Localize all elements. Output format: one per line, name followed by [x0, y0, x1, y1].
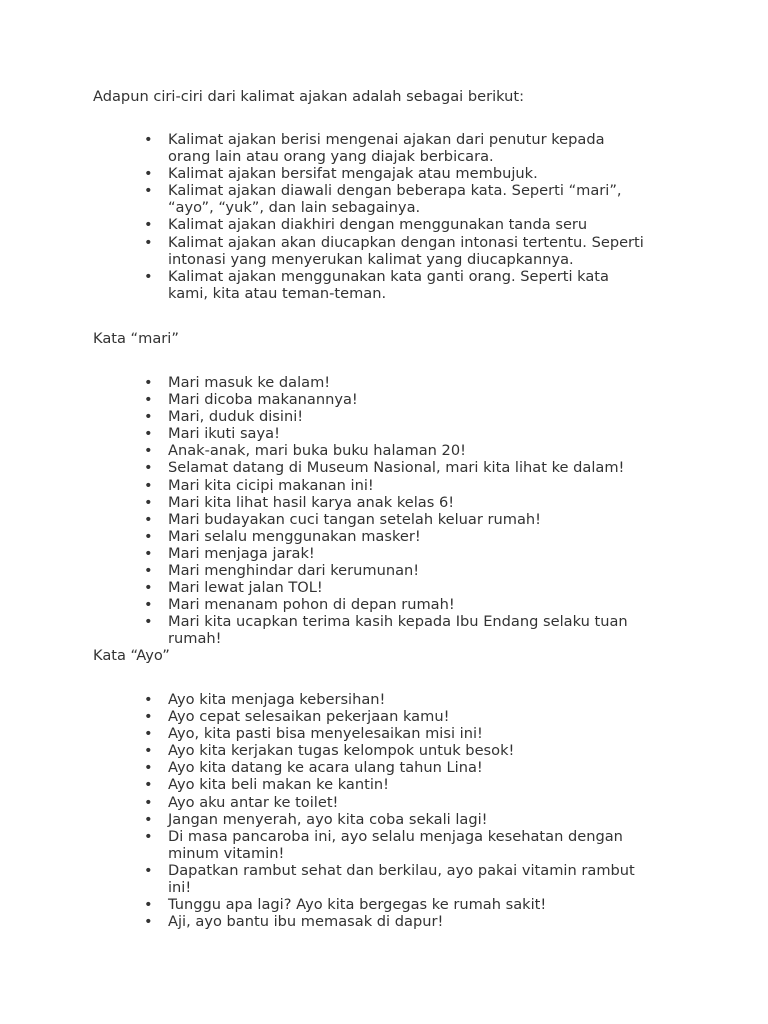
list-item-line: • Ayo kita menjaga kebersihan! [168, 691, 386, 708]
list-item-line: • Mari, duduk disini! [168, 408, 304, 426]
list-item-line: minum vitamin! [168, 844, 285, 862]
mari-example-item [168, 562, 628, 579]
ayo-example-item [168, 896, 635, 913]
ayo-example-item [168, 725, 635, 742]
ayo-example-item [168, 828, 635, 862]
feature-item [168, 182, 644, 216]
mari-example-item [168, 459, 628, 476]
list-item-line: • Mari kita lihat hasil karya anak kelas 6! [168, 493, 455, 511]
list-item-line: • Ayo aku antar ke toilet! [168, 793, 339, 811]
mari-example-item [168, 442, 628, 459]
list-item-line: • Mari menjaga jarak! [168, 544, 315, 562]
list-item-line: • Aji, ayo bantu ibu memasak di dapur! [168, 913, 444, 931]
list-item-line: • Mari menghindar dari kerumunan! [168, 562, 420, 580]
heading-ayo: Kata “Ayo” [93, 647, 170, 664]
list-item-line: • Kalimat ajakan diawali dengan beberapa kata. Seperti “mari”, [168, 182, 622, 200]
list-item-line: • Mari masuk ke dalam! [168, 374, 331, 391]
list-item-line: • Mari budayakan cuci tangan setelah keluar rumah! [168, 510, 542, 528]
ayo-example-item [168, 708, 635, 725]
list-item-line: • Jangan menyerah, ayo kita coba sekali lagi! [168, 810, 488, 828]
intro-paragraph: Adapun ciri-ciri dari kalimat ajakan adalah sebagai berikut: [93, 88, 525, 105]
mari-example-item [168, 425, 628, 442]
list-item-line: • Mari lewat jalan TOL! [168, 579, 323, 597]
mari-example-item [168, 579, 628, 596]
ayo-example-item [168, 794, 635, 811]
feature-item [168, 216, 644, 233]
list-item-line: • Mari menanam pohon di depan rumah! [168, 596, 455, 614]
mari-examples-list [168, 374, 628, 648]
mari-example-item [168, 511, 628, 528]
list-item-line: • Mari kita ucapkan terima kasih kepada Ibu Endang selaku tuan [168, 613, 628, 631]
feature-item [168, 131, 644, 165]
ayo-examples-list [168, 691, 635, 930]
feature-item [168, 268, 644, 302]
list-item-line: • Di masa pancaroba ini, ayo selalu menjaga kesehatan dengan [168, 827, 623, 845]
feature-item [168, 234, 644, 268]
ayo-example-item [168, 811, 635, 828]
ayo-example-item [168, 862, 635, 896]
list-item-line: • Kalimat ajakan bersifat mengajak atau membujuk. [168, 165, 538, 183]
list-item-line: • Mari selalu menggunakan masker! [168, 527, 421, 545]
mari-example-item [168, 596, 628, 613]
ayo-example-item [168, 742, 635, 759]
list-item-line: • Ayo kita datang ke acara ulang tahun Lina! [168, 759, 483, 777]
list-item-line: • Mari kita cicipi makanan ini! [168, 476, 374, 494]
list-item-line: orang lain atau orang yang diajak berbicara. [168, 148, 494, 166]
list-item-line: • Ayo, kita pasti bisa menyelesaikan misi ini! [168, 725, 483, 743]
mari-example-item [168, 391, 628, 408]
list-item-line: intonasi yang menyerukan kalimat yang diucapkannya. [168, 250, 574, 268]
ayo-example-item [168, 776, 635, 793]
mari-example-item [168, 408, 628, 425]
list-item-line: • Mari ikuti saya! [168, 425, 280, 443]
mari-example-item [168, 613, 628, 647]
mari-example-item [168, 545, 628, 562]
list-item-line: • Ayo kita kerjakan tugas kelompok untuk besok! [168, 742, 515, 760]
list-item-line: ini! [168, 879, 192, 897]
ayo-example-item [168, 691, 635, 708]
list-item-line: • Selamat datang di Museum Nasional, mari kita lihat ke dalam! [168, 459, 625, 477]
mari-example-item [168, 374, 628, 391]
features-list [168, 131, 644, 302]
heading-mari: Kata “mari” [93, 330, 179, 347]
list-item-line: • Anak-anak, mari buka buku halaman 20! [168, 442, 466, 460]
list-item-line: • Dapatkan rambut sehat dan berkilau, ayo pakai vitamin rambut [168, 861, 635, 879]
ayo-example-item [168, 759, 635, 776]
mari-example-item [168, 494, 628, 511]
feature-item [168, 165, 644, 182]
list-item-line: • Kalimat ajakan akan diucapkan dengan intonasi tertentu. Seperti [168, 233, 644, 251]
ayo-example-item [168, 913, 635, 930]
list-item-line: • Kalimat ajakan menggunakan kata ganti orang. Seperti kata [168, 267, 609, 285]
list-item-line: rumah! [168, 630, 222, 648]
list-item-line: • Tunggu apa lagi? Ayo kita bergegas ke rumah sakit! [168, 896, 547, 914]
list-item-line: • Ayo kita beli makan ke kantin! [168, 776, 389, 794]
list-item-line: • Kalimat ajakan diakhiri dengan menggunakan tanda seru [168, 216, 588, 234]
list-item-line: • Kalimat ajakan berisi mengenai ajakan dari penutur kepada [168, 131, 605, 148]
mari-example-item [168, 477, 628, 494]
list-item-line: • Ayo cepat selesaikan pekerjaan kamu! [168, 708, 450, 726]
list-item-line: “ayo”, “yuk”, dan lain sebagainya. [168, 199, 421, 217]
mari-example-item [168, 528, 628, 545]
list-item-line: kami, kita atau teman-teman. [168, 284, 387, 302]
list-item-line: • Mari dicoba makanannya! [168, 391, 358, 409]
